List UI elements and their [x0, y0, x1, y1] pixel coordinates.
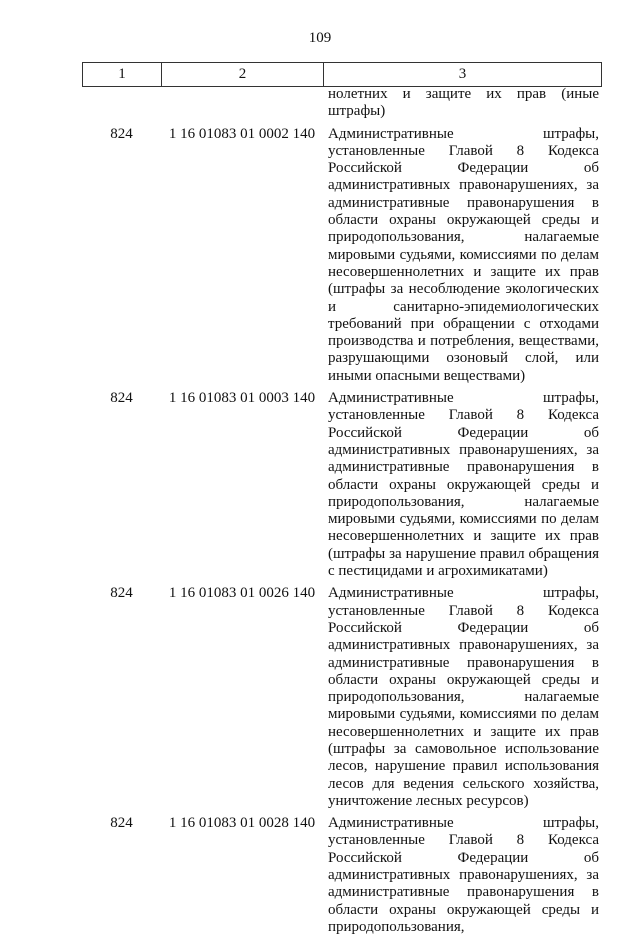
table-row	[82, 126, 602, 385]
description-cell: Административные штрафы, установленные Главой 8 Кодекса Российской Федерации об административных правонарушениях, за административные правонарушения в области охраны окружающей среды и природопользования, налагаемые мировыми судьями, комиссиями по делам несовершеннолетних и защите их прав (штрафы за самовольное использование лесов, нарушение правил использования лесов для ведения сельского хозяйства, уничтожение лесных ресурсов)	[328, 585, 599, 809]
table-row	[82, 390, 602, 580]
table-row	[82, 815, 602, 936]
kbk-code-cell: 1 16 01083 01 0003 140	[168, 390, 316, 407]
table-body	[82, 86, 602, 936]
description-cell: Административные штрафы, установленные Главой 8 Кодекса Российской Федерации об административных правонарушениях, за административные правонарушения в области охраны окружающей среды и природопользования,	[328, 815, 599, 935]
kbk-code-cell: 1 16 01083 01 0002 140	[168, 125, 316, 142]
kbk-code-cell: 1 16 01083 01 0028 140	[168, 815, 316, 832]
kbk-code-cell: 1 16 01083 01 0026 140	[168, 585, 316, 602]
column-header-row	[82, 62, 602, 87]
description-cell: Административные штрафы, установленные Главой 8 Кодекса Российской Федерации об административных правонарушениях, за административные правонарушения в области охраны окружающей среды и природопользования, налагаемые мировыми судьями, комиссиями по делам несовершеннолетних и защите их прав (штрафы за несоблюдение экологических и санитарно-эпидемиологических требований при обращении с отходами производства и потребления, веществами, разрушающими озоновый слой, или иными опасными веществами)	[328, 125, 599, 384]
column-header-1: 1	[83, 63, 162, 86]
table-row	[82, 86, 602, 121]
admin-code-cell: 824	[110, 815, 133, 832]
description-cell: Административные штрафы, установленные Главой 8 Кодекса Российской Федерации об административных правонарушениях, за административные правонарушения в области охраны окружающей среды и природопользования, налагаемые мировыми судьями, комиссиями по делам несовершеннолетних и защите их прав (штрафы за нарушение правил обращения с пестицидами и агрохимикатами)	[328, 390, 599, 580]
page-number: 109	[308, 30, 332, 46]
column-header-2: 2	[162, 63, 324, 86]
admin-code-cell: 824	[110, 125, 133, 142]
admin-code-cell: 824	[110, 390, 133, 407]
column-header-3: 3	[458, 66, 467, 82]
admin-code-cell: 824	[110, 585, 133, 602]
table-row	[82, 585, 602, 810]
description-cell: нолетних и защите их прав (иные штрафы)	[328, 86, 599, 120]
